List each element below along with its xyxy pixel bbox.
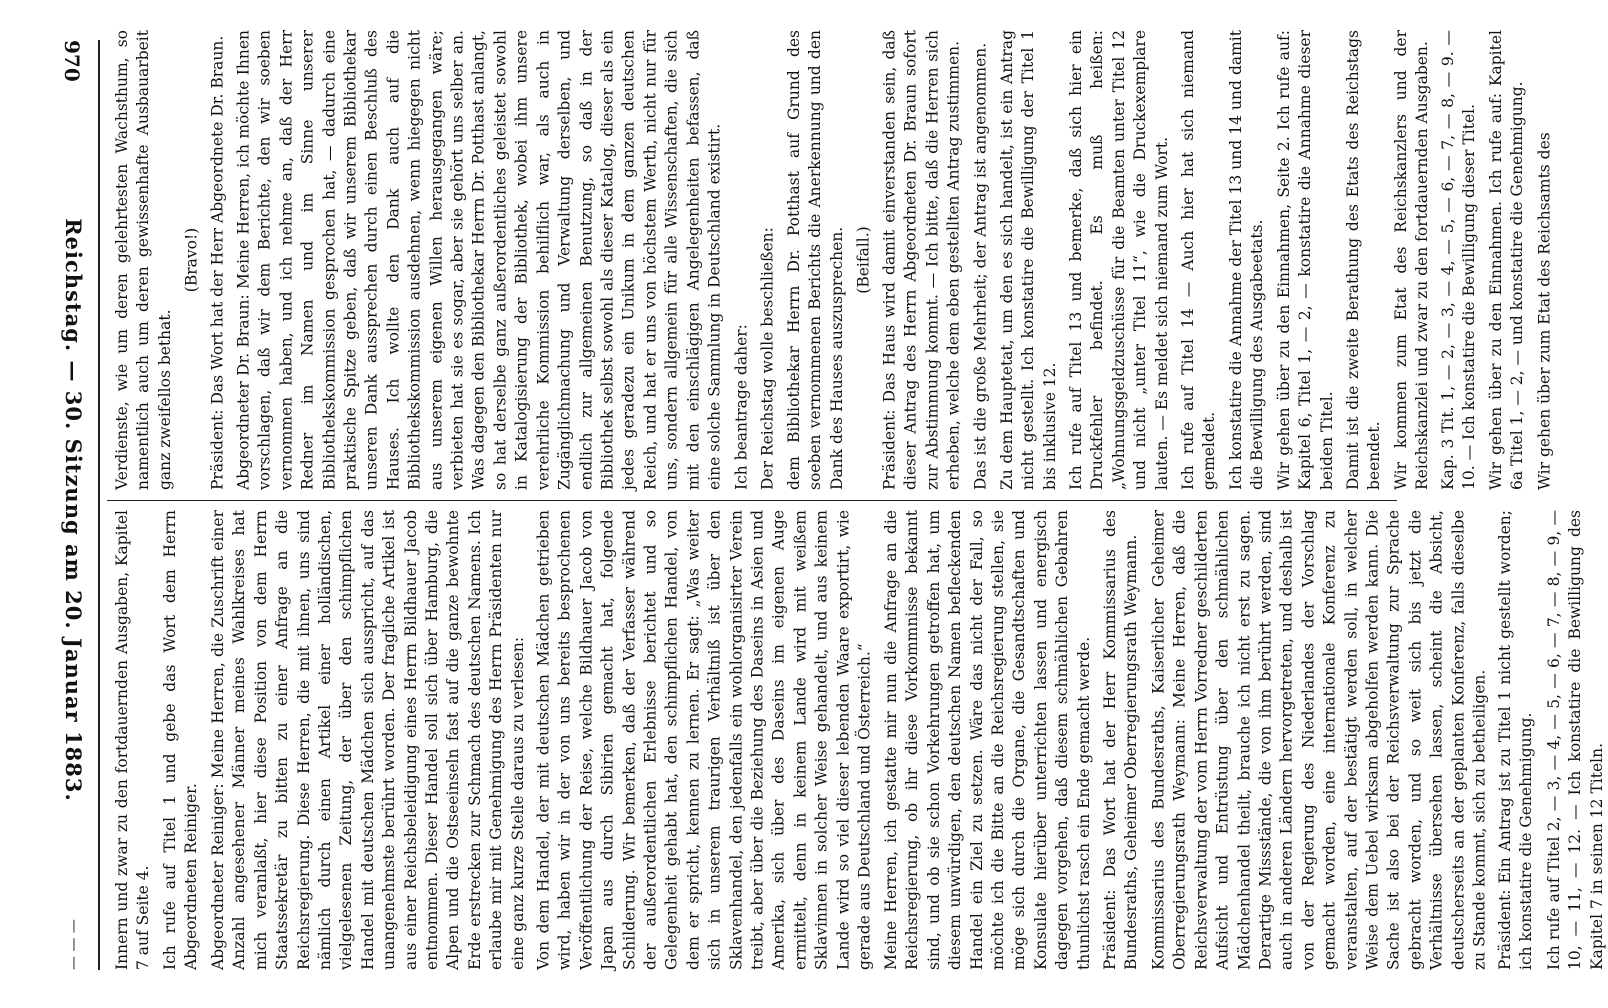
paragraph: Damit ist die zweite Berathung des Etats des Reichstags beendet. <box>1343 30 1384 490</box>
paragraph: Innern und zwar zu den fortdauernden Ausgaben, Kapitel 7 auf Seite 4. <box>113 510 153 970</box>
paragraph: Kommissarius des Bundesraths, Kaiserlicher Geheimer Oberregierungsrath Weymann: Meine Herren, daß die Reichsverwaltung der vom Herrn Vorredner geschilderten Aufsicht und Entrüstung über den schmählichen Mädchenhandel theilt, brauche ich nicht erst zu sagen. Derartige Missstände, die von ihm berührt werden, sind auch in anderen Ländern hervorgetreten, und deshalb ist von der Regierung des Niederlandes der Vorschlag gemacht worden, eine internationale Konferenz zu veranstalten, auf der bestätigt werden soll, in welcher Weise dem Uebel wirksam abgeholfen werden kann. Die Sache ist also bei der Reichsverwaltung zur Sprache gebracht worden, und so weit sich bis jetzt die Verhältnisse übersehen lassen, scheint die Absicht, deutscherseits an der geplanten Konferenz, falls dieselbe zu Stande kommt, sich zu betheiligen. <box>1149 510 1489 970</box>
paragraph: Wir gehen über zum Etat des Reichsamts des <box>1535 132 1554 490</box>
paragraph: Ich rufe auf Titel 14 — Auch hier hat sich niemand gemeldet. <box>1179 30 1219 490</box>
paragraph: Ich rufe auf Titel 1 und gebe das Wort dem Herrn Abgeordneten Reiniger. <box>160 510 201 970</box>
left-column-text <box>107 30 1556 490</box>
paragraph: Von dem Handel, der mit deutschen Mädchen getrieben wird, haben wir in der von uns bereits besprochenen Veröffentlichung der Reise, welche Bildhauer Jacob von Japan aus durch Sibirien gemacht hat, folgende Schilderung. Wir bemerken, daß der Verfasser während der außerordentlichen Erlebnisse berichtet und so Gelegenheit gehabt hat, den schimpflichen Handel, von dem er spricht, kennen zu lernen. Er sagt: „Was weiter sich in unserem traurigen Verhältniß ist über den Sklavenhandel, den jedenfalls ein wohlorganisirter Verein treibt, aber über die Beziehung des Daseins in Asien und Amerika, sich über des Daseins im eigenen Auge ermittelt, denn in keinem Lande wird mit weißem Sklavinnen in solcher Weise gehandelt, und aus keinem Lande wird so viel dieser lebenden Waare exportirt, wie gerade aus Deutschland und Österreich.“ <box>534 510 874 970</box>
header-rule <box>98 40 100 970</box>
column-divider <box>107 500 1397 501</box>
paragraph: Wir kommen zum Etat des Reichskanzlers und der Reichskanzlei und zwar zu den fortdauernden Ausgaben. <box>1391 30 1432 490</box>
paragraph: Meine Herren, ich gestatte mir nun die Anfrage an die Reichsregierung, ob ihr diese Vorkommnisse bekannt sind, und ob sie schon Vorkehrungen getroffen hat, um diesem unwürdigen, den deutschen Namen befleckenden Handel ein Ziel zu setzen. Wäre das nicht der Fall, so möchte ich die Bitte an die Reichsregierung stellen, sie möge sich durch die Organe, die Gesandtschaften und Konsulate hierüber unterrichten lassen und energisch dagegen vorgehen, daß diesem schmählichen Gebahren thunlichst rasch ein Ende gemacht werde. <box>882 510 1093 970</box>
page-header <box>52 40 92 970</box>
paragraph: (Bravo!) <box>182 227 201 293</box>
paragraph: Das ist die große Mehrheit; der Antrag ist angenommen. <box>971 42 990 490</box>
right-column-text <box>107 510 1608 970</box>
paragraph: Ich konstatire die Annahme der Titel 13 und 14 und damit die Bewilligung des Ausgabeetats. <box>1226 30 1267 490</box>
paragraph: Verdienste, wie um deren gelehrtesten Wachsthum, so namentlich auch um deren gewissenhafte Ausbauarbeit ganz zweifellos bethat. <box>113 30 174 490</box>
paragraph: Ich beantrage daher: <box>732 324 751 490</box>
paragraph: Der Reichstag wolle beschließen: <box>758 227 777 490</box>
paragraph: Abgeordneter Dr. Braun: Meine Herren, ich möchte Ihnen vorschlagen, daß wir dem Berichte, den wir soeben vernommen haben, und ich nehme an, daß der Herr Redner im Namen und im Sinne unserer Bibliothekskommission gesprochen hat, — dadurch eine praktische Spitze geben, daß wir unserem Bibliothekar unseren Dank aussprechen durch einen Beschluß des Hauses. Ich wollte den Dank auch auf die Bibliothekskommission ausdehnen, wenn hiegegen nicht aus unserem eigenen Willen herausgegangen wäre; verbieten hat sie es sogar, aber sie gehört uns selber an. Was dagegen den Bibliothekar Herrn Dr. Potthast anlangt, so hat derselbe ganz außerordentliches geleistet sowohl in Katalogisierung der Bibliothek, wobei ihm unsere verehrliche Kommission behilflich war, als auch in Zugänglichmachung und Verwaltung derselben, und endlich zur allgemeinen Benutzung, so daß in der Bibliothek selbst sowohl als dieser Katalog, dieser als ein jedes geradezu ein Unikum in dem ganzen deutschen Reich, und hat er uns von höchstem Werth, nicht nur für uns, sondern allgemein für alle Wissenschaften, die sich mit den einschlägigen Angelegenheiten befassen, daß eine solche Sammlung in Deutschland existirt. <box>235 30 724 490</box>
paragraph: Wir gehen über zu den Einnahmen, Seite 2. Ich rufe auf: Kapitel 6, Titel 1, — 2, — konstatire die Annahme dieser beiden Titel. <box>1274 30 1336 490</box>
paragraph: Präsident: Das Haus wird damit einverstanden sein, daß dieser Antrag des Herrn Abgeordneten Dr. Braun sofort zur Abstimmung kommt. — Ich bitte, daß die Herren sich erheben, welche dem eben gestellten Antrag zustimmen. <box>880 30 964 490</box>
paragraph: Präsident: Das Wort hat der Herr Kommissarius des Bundesraths, Geheimer Oberregierungsrath Weymann. <box>1101 510 1141 970</box>
right-column <box>107 510 1606 970</box>
paragraph: Kap. 3 Tit. 1, — 2, — 3, — 4, — 5, — 6, — 7, — 8, — 9. — 10. — Ich konstatire die Bewilligung dieser Titel. <box>1439 30 1479 490</box>
paragraph: Präsident: Das Wort hat der Herr Abgeordnete Dr. Braun. <box>208 35 227 490</box>
running-title: Reichstag. — 30. Sitzung am 20. Januar 1883. <box>61 218 86 802</box>
paragraph: Präsident: Ein Antrag ist zu Titel 1 nicht gestellt worden; ich konstatire die Genehmigung. <box>1496 510 1536 970</box>
paragraph: Abgeordneter Reiniger: Meine Herren, die Zuschrift einer Anzahl angesehener Männer meines Wahlkreises hat mich veranlaßt, hier diese Position von dem Herrn Staatssekretär zu bitten zu einer Anfrage an die Reichsregierung. Diese Herren, die mit ihnen, uns sind nämlich durch einen Artikel einer holländischen, vielgelesenen Zeitung, der über den schimpflichen Handel mit deutschen Mädchen sich ausspricht, auf das unangenehmste berührt worden. Der fragliche Artikel ist aus einer Reichsbeleidigung eines Herrn Bildhauer Jacob entnommen. Dieser Handel soll sich über Hamburg, die Alpen und die Ostseeinseln fast auf die ganze bewohnte Erde erstrecken zur Schmach des deutschen Namens. Ich erlaube mir mit Genehmigung des Herrn Präsidenten nur eine ganz kurze Stelle daraus zu verlesen: <box>208 510 527 970</box>
paragraph: Ich rufe auf Titel 13 und bemerke, daß sich hier ein Druckfehler befindet. Es muß heißen: „Wohnungsgeldzuschüsse für die Beamten unter Titel 12 und nicht „unter Titel 11“, wie die Druckexemplare lauten. — Es meldet sich niemand zum Wort. <box>1067 30 1171 490</box>
paragraph: Zu dem Hauptetat, um den es sich handelt, ist ein Antrag nicht gestellt. Ich konstatire die Bewilligung der Titel 1 bis inklusive 12. <box>997 30 1059 490</box>
paragraph: (Beifall.) <box>854 226 873 294</box>
page-number: 970 <box>60 40 84 82</box>
paragraph: Wir gehen über zu den Einnahmen. Ich rufe auf: Kapitel 6a Titel 1, — 2, — und konstatire die Genehmigung. <box>1487 30 1527 490</box>
header-mark: — — — <box>66 919 82 970</box>
left-column <box>107 30 1554 490</box>
paragraph: dem Bibliothekar Herrn Dr. Potthast auf Grund des soeben vernommenen Berichts die Anerkennung und den Dank des Hauses auszusprechen. <box>785 30 846 490</box>
paragraph: Ich rufe auf Titel 2, — 3, — 4, — 5, — 6, — 7, — 8, — 9, — 10, — 11, — 12. — Ich konstatire die Bewilligung des Kapitel 7 in seinen 12 Titeln. <box>1544 510 1606 970</box>
